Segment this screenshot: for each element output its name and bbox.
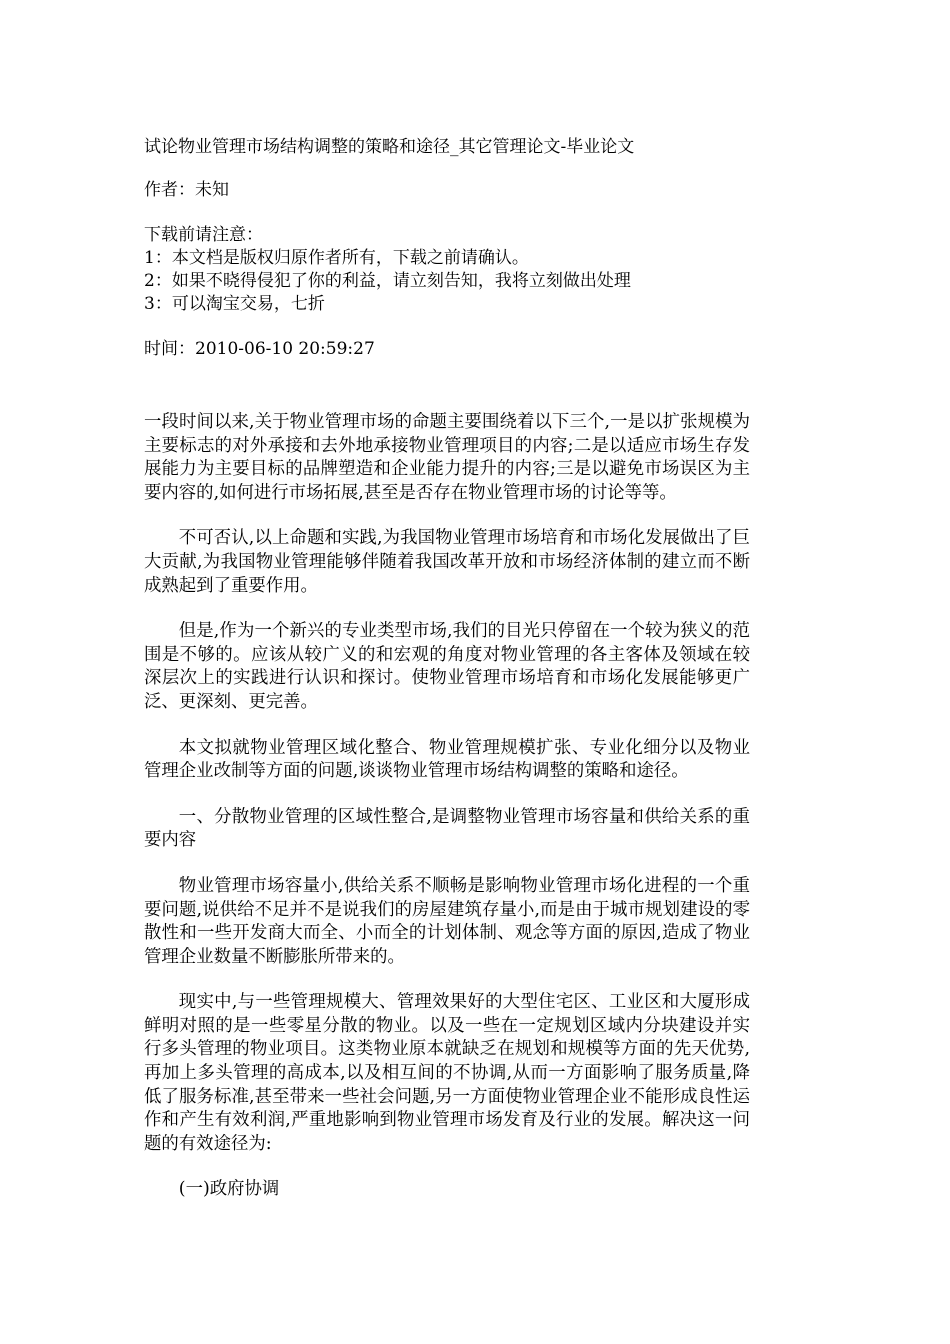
timestamp-line: 时间：2010-06-10 20:59:27 <box>144 339 375 359</box>
body-paragraph: 一段时间以来,关于物业管理市场的命题主要围绕着以下三个,一是以扩张规模为主要标志的对外承接和去外地承接物业管理项目的内容;二是以适应市场生存发展能力为主要目标的品牌塑造和企业能力提升的内容;三是以避免市场误区为主要内容的,如何进行市场拓展,甚至是否存在物业管理市场的讨论等等。 <box>144 412 750 503</box>
subsection-heading: (一)政府协调 <box>178 1179 280 1200</box>
body-paragraph: 现实中,与一些管理规模大、管理效果好的大型住宅区、工业区和大厦形成鲜明对照的是一些零星分散的物业。以及一些在一定规划区域内分块建设并实行多头管理的物业项目。这类物业原本就缺乏在规划和规模等方面的先天优势,再加上多头管理的高成本,以及相互间的不协调,从而一方面影响了服务质量,降低了服务标准,甚至带来一些社会问题,另一方面使物业管理企业不能形成良性运作和产生有效利润,严重地影响到物业管理市场发育及行业的发展。解决这一问题的有效途径为: <box>144 992 750 1154</box>
download-notice <box>144 224 750 316</box>
section-heading: 一、分散物业管理的区域性整合,是调整物业管理市场容量和供给关系的重要内容 <box>144 806 750 851</box>
body-paragraph: 物业管理市场容量小,供给关系不顺畅是影响物业管理市场化进程的一个重要问题,说供给不足并不是说我们的房屋建筑存量小,而是由于城市规划建设的零散性和一些开发商大而全、小而全的计划体制、观念等方面的原因,造成了物业管理企业数量不断膨胀所带来的。 <box>144 875 750 967</box>
body-paragraph: 不可否认,以上命题和实践,为我国物业管理市场培育和市场化发展做出了巨大贡献,为我国物业管理能够伴随着我国改革开放和市场经济体制的建立而不断成熟起到了重要作用。 <box>144 528 750 596</box>
notice-item: 2：如果不晓得侵犯了你的利益，请立刻告知，我将立刻做出处理 <box>144 271 631 291</box>
body-paragraph: 本文拟就物业管理区域化整合、物业管理规模扩张、专业化细分以及物业管理企业改制等方面的问题,谈谈物业管理市场结构调整的策略和途径。 <box>144 737 750 782</box>
body-paragraph: 但是,作为一个新兴的专业类型市场,我们的目光只停留在一个较为狭义的范围是不够的。应该从较广义的和宏观的角度对物业管理的各主客体及领域在较深层次上的实践进行认识和探讨。使物业管理市场培育和市场化发展能够更广泛、更深刻、更完善。 <box>144 621 750 712</box>
document-page <box>144 135 750 1224</box>
notice-item: 1：本文档是版权归原作者所有，下载之前请确认。 <box>144 248 529 268</box>
notice-heading: 下载前请注意： <box>144 225 263 245</box>
document-title: 试论物业管理市场结构调整的策略和途径_其它管理论文-毕业论文 <box>144 137 635 157</box>
author-line: 作者：未知 <box>144 180 229 200</box>
notice-item: 3：可以淘宝交易，七折 <box>144 294 325 314</box>
